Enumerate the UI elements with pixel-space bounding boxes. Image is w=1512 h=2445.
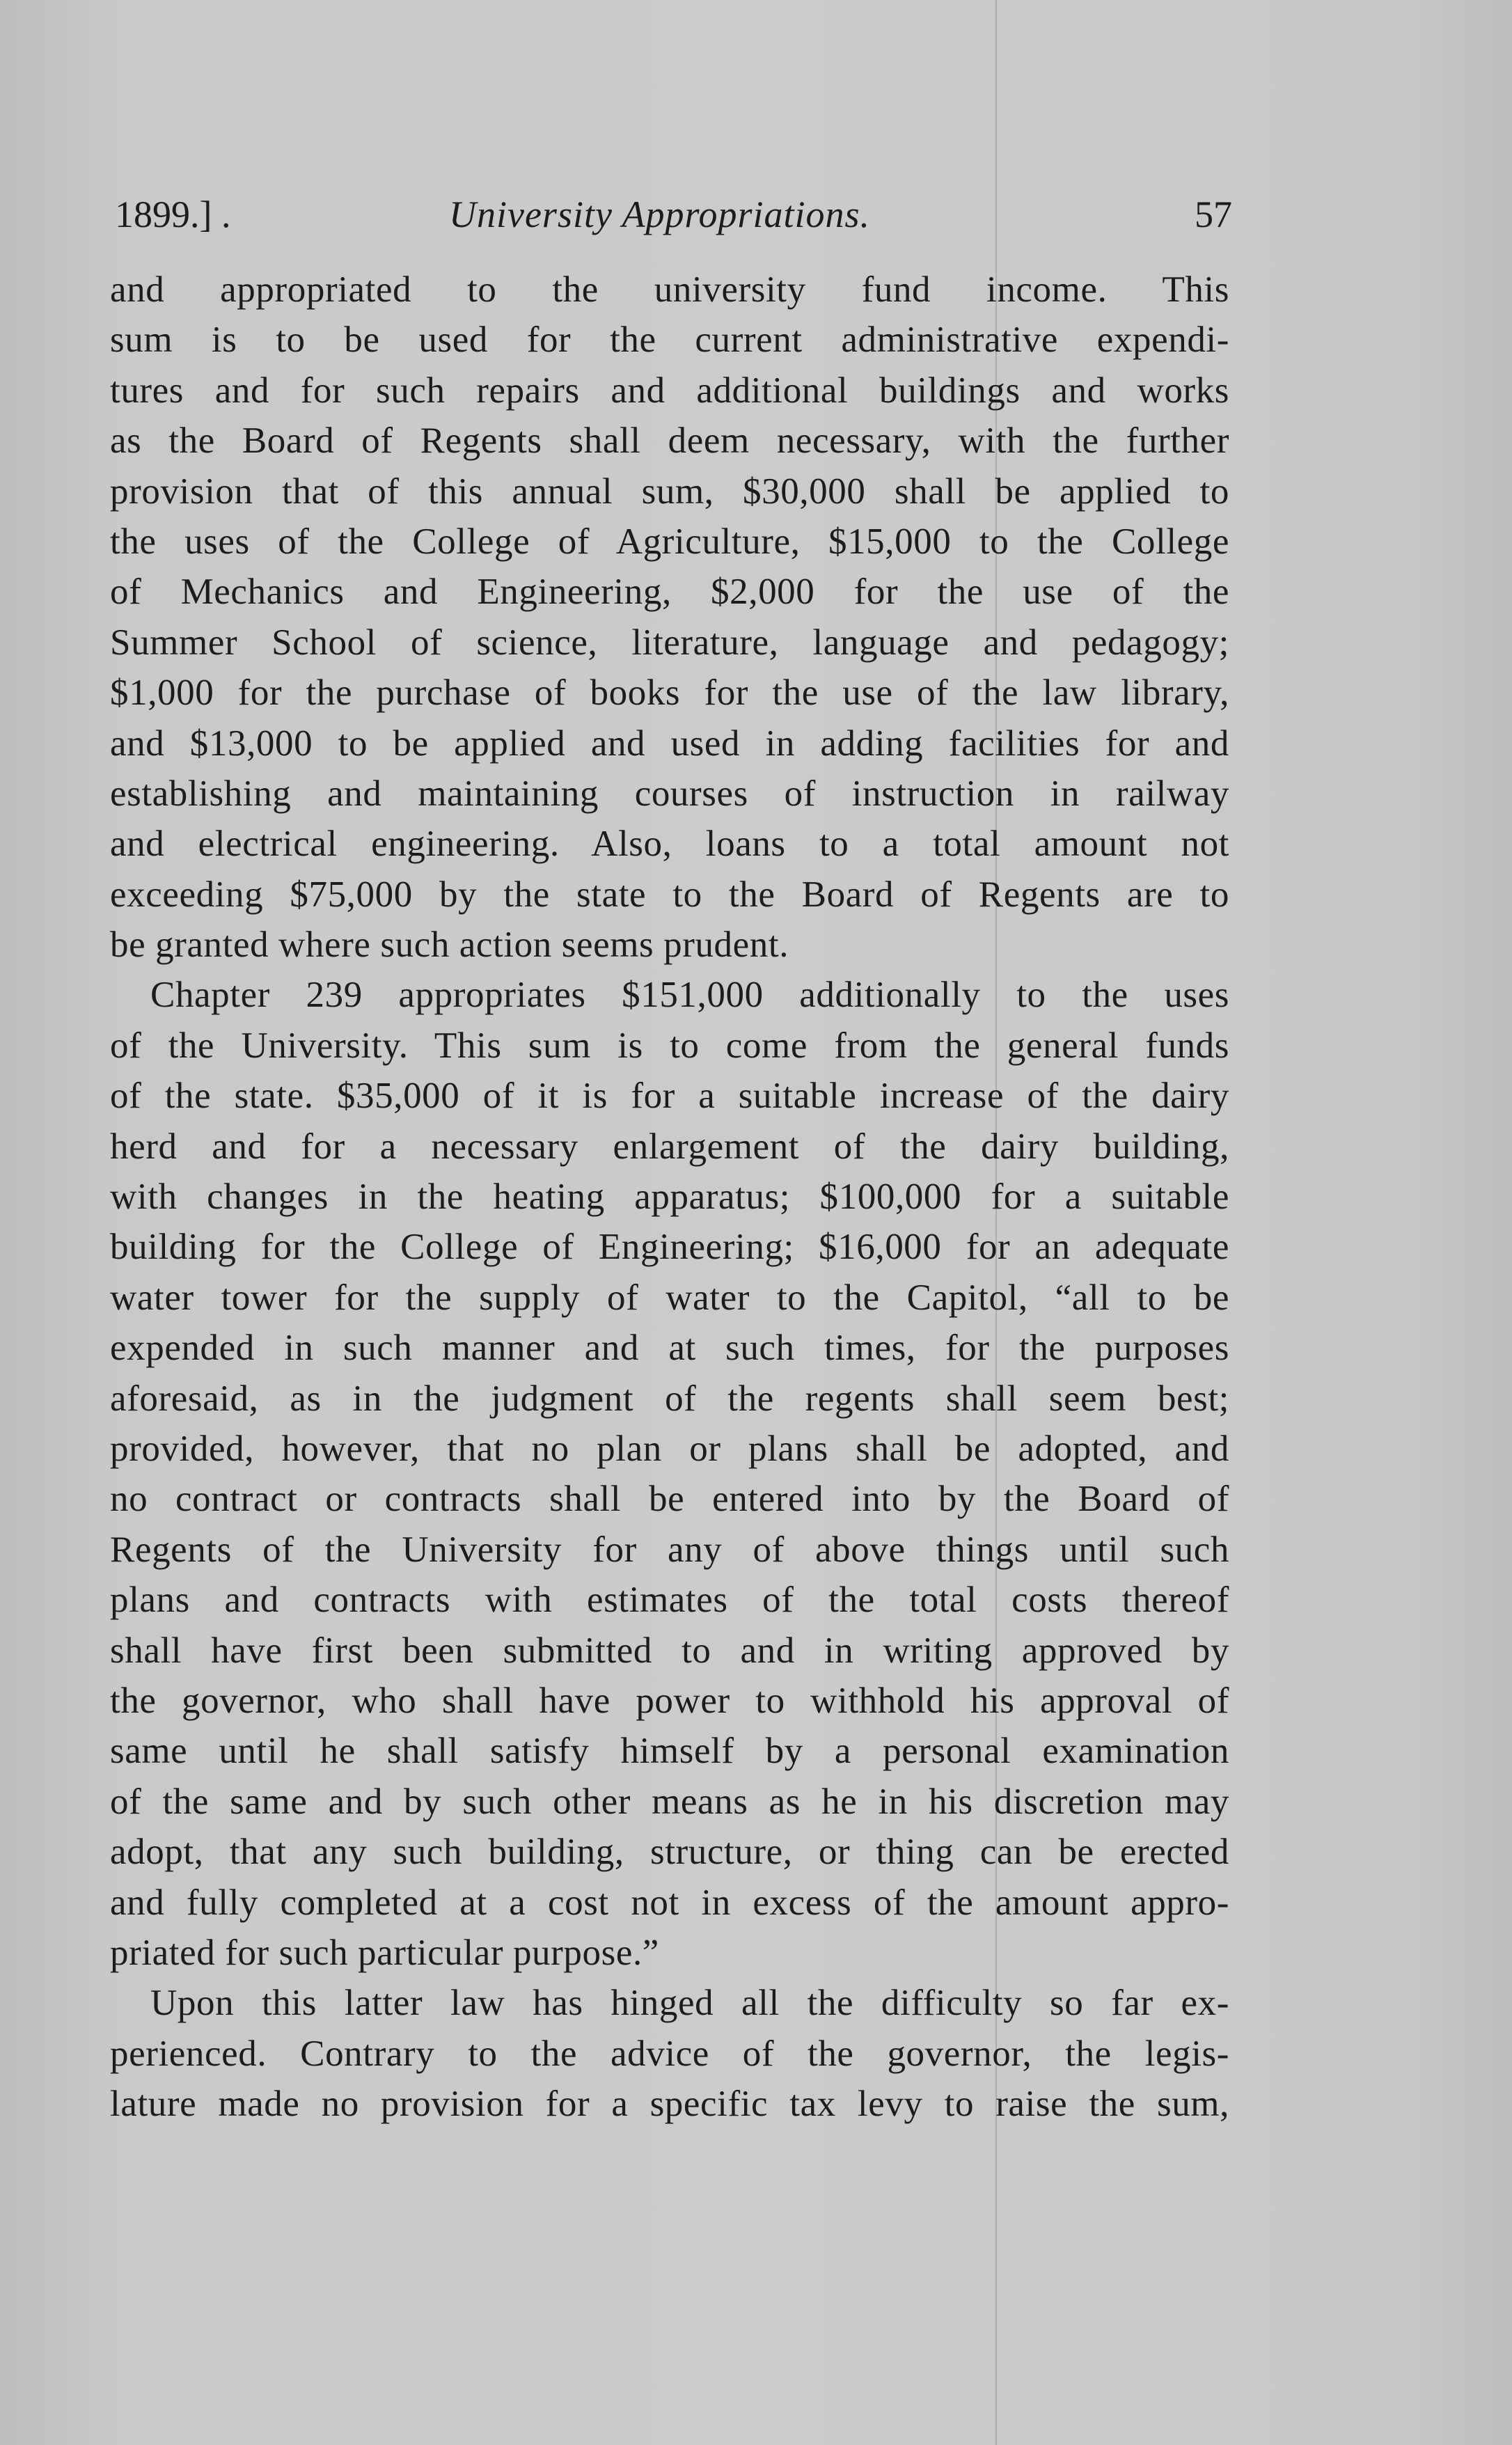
text-line: and fully completed at a cost not in excess of the amount appro- <box>110 1882 1229 1923</box>
text-line: priated for such particular purpose.” <box>110 1932 659 1973</box>
text-line: $1,000 for the purchase of books for the use of the law library, <box>110 673 1229 714</box>
paragraph <box>110 1978 1229 2129</box>
text-line: and $13,000 to be applied and used in adding facilities for and <box>110 723 1229 764</box>
text-line: the uses of the College of Agriculture, $15,000 to the College <box>110 521 1229 562</box>
text-line: of the University. This sum is to come from the general funds <box>110 1025 1229 1066</box>
text-line: and appropriated to the university fund income. This <box>110 269 1229 310</box>
text-line: with changes in the heating apparatus; $100,000 for a suitable <box>110 1177 1229 1218</box>
text-line: sum is to be used for the current administrative expendi- <box>110 320 1229 361</box>
header-year: 1899.] . <box>115 194 231 235</box>
text-line: water tower for the supply of water to the Capitol, “all to be <box>110 1277 1229 1318</box>
running-head <box>115 187 1232 242</box>
text-line: building for the College of Engineering; $16,000 for an adequate <box>110 1227 1229 1268</box>
text-line: shall have first been submitted to and in writing approved by <box>110 1630 1229 1671</box>
text-line: the governor, who shall have power to withhold his approval of <box>110 1680 1229 1721</box>
text-line: same until he shall satisfy himself by a personal examination <box>110 1731 1229 1772</box>
page-number: 57 <box>1195 194 1232 235</box>
paragraph <box>110 265 1229 970</box>
text-line: expended in such manner and at such times, for the purposes <box>110 1328 1229 1369</box>
text-line: Summer School of science, literature, language and pedagogy; <box>110 622 1229 663</box>
header-title: University Appropriations. <box>449 194 870 235</box>
text-line: and electrical engineering. Also, loans to a total amount not <box>110 824 1229 865</box>
paragraph <box>110 970 1229 1978</box>
text-line: as the Board of Regents shall deem necessary, with the further <box>110 420 1229 462</box>
text-line: of the state. $35,000 of it is for a suitable increase of the dairy <box>110 1076 1229 1117</box>
text-line: no contract or contracts shall be entered into by the Board of <box>110 1479 1229 1520</box>
body-text <box>110 265 1229 2129</box>
text-line: plans and contracts with estimates of the total costs thereof <box>110 1580 1229 1621</box>
text-line: exceeding $75,000 by the state to the Board of Regents are to <box>110 874 1229 915</box>
text-line: tures and for such repairs and additional buildings and works <box>110 370 1229 411</box>
text-line: perienced. Contrary to the advice of the governor, the legis- <box>110 2033 1229 2074</box>
text-line: Chapter 239 appropriates $151,000 additionally to the uses <box>150 975 1229 1016</box>
text-line: adopt, that any such building, structure, or thing can be erected <box>110 1832 1229 1873</box>
text-line: establishing and maintaining courses of instruction in railway <box>110 773 1229 814</box>
text-line: Regents of the University for any of above things until such <box>110 1529 1229 1570</box>
text-line: aforesaid, as in the judgment of the regents shall seem best; <box>110 1378 1229 1419</box>
text-line: herd and for a necessary enlargement of the dairy building, <box>110 1126 1229 1167</box>
text-line: Upon this latter law has hinged all the difficulty so far ex- <box>150 1983 1229 2024</box>
text-line: of the same and by such other means as he in his discretion may <box>110 1781 1229 1822</box>
text-line: provision that of this annual sum, $30,000 shall be applied to <box>110 471 1229 512</box>
text-line: lature made no provision for a specific tax levy to raise the sum, <box>110 2084 1229 2125</box>
text-line: be granted where such action seems prudent. <box>110 925 789 966</box>
text-line: of Mechanics and Engineering, $2,000 for the use of the <box>110 572 1229 613</box>
text-line: provided, however, that no plan or plans shall be adopted, and <box>110 1428 1229 1469</box>
